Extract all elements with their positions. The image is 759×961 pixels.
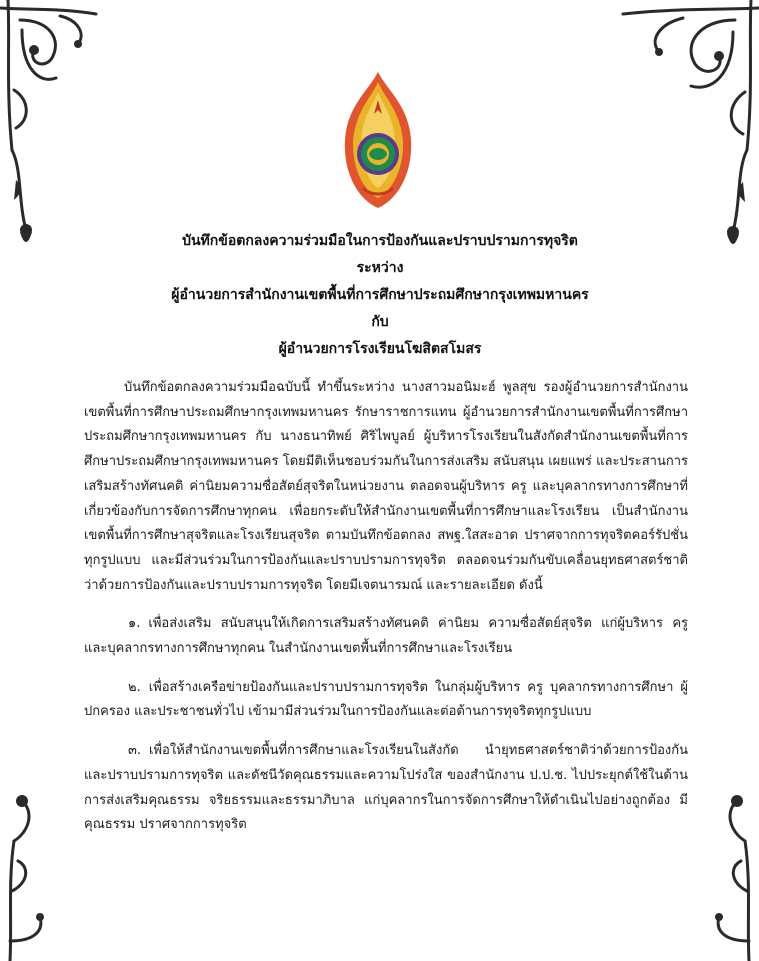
title-party-one: ผู้อำนวยการสำนักงานเขตพื้นที่การศึกษาประถมศึกษากรุงเทพมหานคร <box>171 287 589 303</box>
title-with: กับ <box>371 314 389 330</box>
list-item-number: ๒. <box>128 679 141 695</box>
title-between: ระหว่าง <box>356 260 404 276</box>
document-body <box>84 376 688 838</box>
list-item-number: ๑. <box>128 616 141 632</box>
list-item-number: ๓. <box>128 743 142 759</box>
list-item-text: เพื่อส่งเสริม สนับสนุนให้เกิดการเสริมสร้างทัศนคติ ค่านิยม ความซื่อสัตย์สุจริต แก่ผู้บริหาร ครู และบุคลากรทางการศึกษาทุกคน ในสำนักงานเขตพื้นที่การศึกษาและโรงเรียน <box>84 616 688 657</box>
list-item <box>84 739 688 838</box>
list-item-text: เพื่อสร้างเครือข่ายป้องกันและปราบปรามการทุจริต ในกลุ่มผู้บริหาร ครู บุคลากรทางการศึกษา ผู้ปกครอง และประชาชนทั่วไป เข้ามามีส่วนร่วมในการป้องกันและต่อต้านการทุจริตทุกรูปแบบ <box>84 679 688 720</box>
list-item-text: เพื่อให้สำนักงานเขตพื้นที่การศึกษาและโรงเรียนในสังกัด นำยุทธศาสตร์ชาติว่าด้วยการป้องกันและปราบปรามการทุจริต และดัชนีวัดคุณธรรมและความโปร่งใส ของสำนักงาน ป.ป.ช. ไปประยุกต์ใช้ในด้านการส่งเสริมคุณธรรม จริยธรรมและธรรมาภิบาล แก่บุคลากรในการจัดการศึกษาให้ดำเนินไปอย่างถูกต้อง มีคุณธรรม ปราศจากการทุจริต <box>84 743 688 833</box>
title-party-two: ผู้อำนวยการโรงเรียนโฆสิตสโมสร <box>278 341 482 357</box>
thai-floral-corner-ornament-icon <box>0 0 110 260</box>
intro-paragraph: บันทึกข้อตกลงความร่วมมือฉบับนี้ ทำขึ้นระหว่าง นางสาวมอนิมะฮ์ พูลสุข รองผู้อำนวยการสำนักงานเขตพื้นที่การศึกษาประถมศึกษากรุงเทพมหานคร รักษาราชการแทน ผู้อำนวยการสำนักงานเขตพื้นที่การศึกษาประถมศึกษากรุงเทพมหานคร กับ นางธนาทิพย์ ศิริไพบูลย์ ผู้บริหารโรงเรียนในสังกัดสำนักงานเขตพื้นที่การศึกษาประถมศึกษากรุงเทพมหานคร โดยมีติเห็นชอบร่วมกันในการส่งเสริม สนับสนุน เผยแพร่ และประสานการเสริมสร้างทัศนคติ ค่านิยมความซื่อสัตย์สุจริตในหน่วยงาน ตลอดจนผู้บริหาร ครู และบุคลากรทางการศึกษาที่เกี่ยวข้องกับการจัดการศึกษาทุกคน เพื่อยกระดับให้สำนักงานเขตพื้นที่การศึกษาและโรงเรียน เป็นสำนักงานเขตพื้นที่การศึกษาสุจริตและโรงเรียนสุจริต ตามบันทึกข้อตกลง สพฐ.ใสสะอาด ปราศจากการทุจริตคอร์รัปชั่น ทุกรูปแบบ และมีส่วนร่วมในการป้องกันและปราบปรามการทุจริต ตลอดจนร่วมกันขับเคลื่อนยุทธศาสตร์ชาติว่าด้วยการป้องกันและปราบปรามการทุจริต โดยมีเจตนารมณ์ และรายละเอียด ดังนี้ <box>84 380 688 593</box>
thai-floral-corner-ornament-icon <box>0 791 60 961</box>
list-item <box>84 612 688 661</box>
thai-floral-corner-ornament-icon <box>699 791 759 961</box>
obec-emblem-icon <box>331 70 425 210</box>
list-item <box>84 676 688 725</box>
document-title-block <box>60 228 700 363</box>
thai-floral-corner-ornament-icon <box>609 0 759 260</box>
document-title: บันทึกข้อตกลงความร่วมมือในการป้องกันและปราบปรามการทุจริต <box>182 233 578 249</box>
